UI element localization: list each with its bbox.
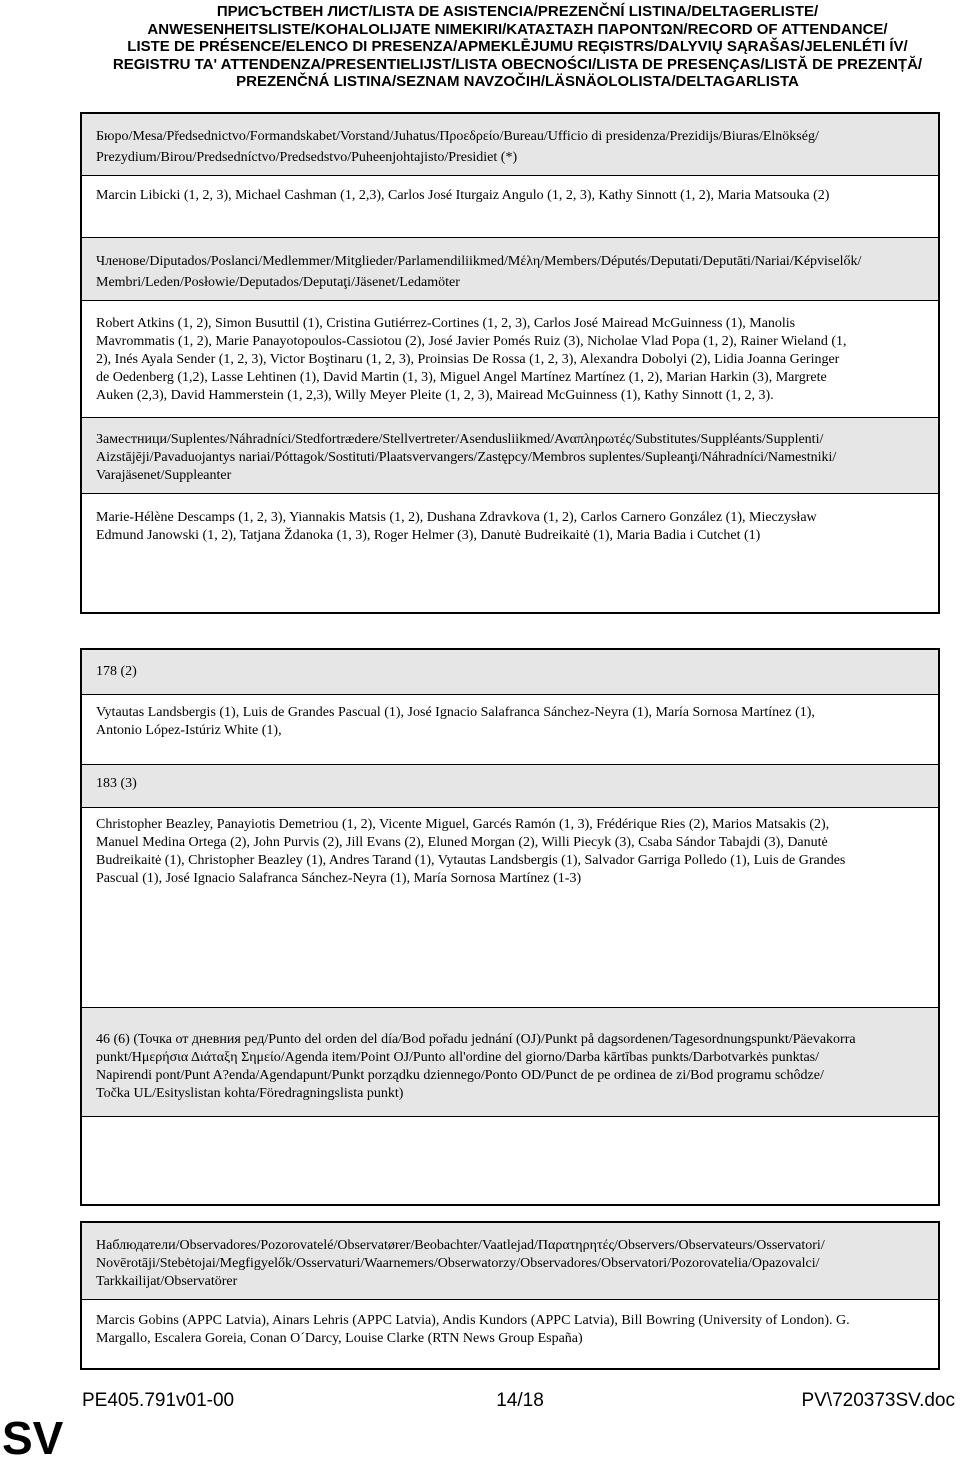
members-names-line: de Oedenberg (1,2), Lasse Lehtinen (1), David Martin (1, 3), Miguel Angel Martínez Martínez (1, 2), Marian Harkin (3), Margrete bbox=[96, 370, 827, 385]
observers-names-line: Marcis Gobins (APPC Latvia), Ainars Lehris (APPC Latvia), Andis Kundors (APPC Latvia), Bill Bowring (University of London). G. bbox=[96, 1313, 850, 1328]
members-names-line: 2), Inés Ayala Sender (1, 2, 3), Victor Boştinaru (1, 2, 3), Proinsias De Rossa (1, 2, 3), Alexandra Dobolyi (2), Lidia Joanna Geringer bbox=[96, 352, 840, 367]
agenda-item-label-line: 46 (6) (Точка от дневния ред/Punto del orden del día/Bod pořadu jednání (OJ)/Punkt på dagsordenen/Tagesordnungspunkt/Päevakorra bbox=[96, 1032, 856, 1047]
observers-heading-line: Наблюдатели/Observadores/Pozorovatelé/Observatører/Beobachter/Vaatlejad/Παρατηρητές/Observers/Observateurs/Osservatori/ bbox=[96, 1238, 825, 1253]
rule-label: 183 (3) bbox=[96, 776, 137, 791]
title-line: ANWESENHEITSLISTE/KOHALOLIJATE NIMEKIRI/ΚΑΤΑΣΤΑΣΗ ΠΑΡΟΝΤΩΝ/RECORD OF ATTENDANCE/ bbox=[147, 20, 888, 38]
rule-names-line: Budreikaitė (1), Christopher Beazley (1), Andres Tarand (1), Vytautas Landsbergis (1), Salvador Garriga Polledo (1), Luis de Grandes bbox=[96, 853, 846, 868]
members-heading-line: Membri/Leden/Posłowie/Deputados/Deputaţi/Jäsenet/Ledamöter bbox=[96, 275, 460, 290]
observers-heading-row bbox=[82, 1223, 938, 1300]
bureau-heading-row bbox=[82, 114, 938, 176]
substitutes-heading-line: Varajäsenet/Suppleanter bbox=[96, 468, 232, 483]
substitutes-heading-line: Aizstājēji/Pavaduojantys nariai/Póttagok/Sostituti/Plaatsvervangers/Zastępcy/Membros suplentes/Supleanţi/Náhradníci/Namestniki/ bbox=[96, 450, 837, 465]
agenda-item-row bbox=[82, 1008, 938, 1117]
attendance-table bbox=[80, 112, 940, 614]
page-number: 14/18 bbox=[496, 1390, 544, 1411]
rule-names-line: Christopher Beazley, Panayiotis Demetriou (1, 2), Vicente Miguel, Garcés Ramón (1, 3), Frédérique Ries (2), Marios Matsakis (2), bbox=[96, 817, 830, 832]
bureau-names-line: Marcin Libicki (1, 2, 3), Michael Cashman (1, 2,3), Carlos José Iturgaiz Angulo (1, 2, 3), Kathy Sinnott (1, 2), Maria Matsouka (2) bbox=[96, 188, 830, 203]
bureau-names-row bbox=[82, 176, 938, 238]
agenda-item-label-line: Napirendi pont/Punt A?enda/Agendapunt/Punkt porządku dziennego/Ponto OD/Punct de pe ordinea de zi/Bod programu schôdze/ bbox=[96, 1068, 824, 1083]
members-names-line: Auken (2,3), David Hammerstein (1, 2,3), Willy Meyer Pleite (1, 2, 3), Mairead McGuinness (1), Kathy Sinnott (1, 2, 3). bbox=[96, 388, 774, 403]
rule-183-names-row bbox=[82, 808, 938, 1008]
rule-label: 178 (2) bbox=[96, 664, 137, 679]
bureau-heading-line: Prezydium/Birou/Predsedníctvo/Predsedstvo/Puheenjohtajisto/Presidiet (*) bbox=[96, 150, 518, 165]
rule-names-line: Manuel Medina Ortega (2), John Purvis (2), Jill Evans (2), Eluned Morgan (2), Willi Piecyk (3), Csaba Sándor Tabajdi (3), Danutė bbox=[96, 835, 828, 850]
rule-names-line: Antonio López-Istúriz White (1), bbox=[96, 723, 282, 738]
observers-table bbox=[80, 1221, 940, 1370]
observers-names-row bbox=[82, 1300, 938, 1368]
rule-items-table bbox=[80, 648, 940, 1206]
members-names-line: Mavrommatis (1, 2), Marie Panayotopoulos-Cassiotou (2), José Javier Pomés Ruiz (3), Nicholae Vlad Popa (1, 2), Rainer Wieland (1, bbox=[96, 334, 847, 349]
document-reference: PE405.791v01-00 bbox=[82, 1390, 235, 1411]
observers-heading-line: Novērotāji/Stebėtojai/Megfigyelők/Osservaturi/Waarnemers/Obserwatorzy/Observadores/Observatori/Pozorovatelia/Opazovalci/ bbox=[96, 1256, 820, 1271]
rule-names-line: Pascual (1), José Ignacio Salafranca Sánchez-Neyra (1), María Sornosa Martínez (1-3) bbox=[96, 871, 582, 886]
substitutes-heading-line: Заместници/Suplentes/Náhradníci/Stedfortrædere/Stellvertreter/Asendusliikmed/Αναπληρωτές/Substitutes/Suppléants/Supplenti/ bbox=[96, 432, 824, 447]
title-line: PREZENČNÁ LISTINA/SEZNAM NAVZOČIH/LÄSNÄOLOLISTA/DELTAGARLISTA bbox=[236, 73, 799, 90]
members-heading-row bbox=[82, 238, 938, 301]
substitutes-names-line: Marie-Hélène Descamps (1, 2, 3), Yiannakis Matsis (1, 2), Dushana Zdravkova (1, 2), Carlos Carnero González (1), Mieczysław bbox=[96, 510, 817, 525]
agenda-item-label-line: Točka UL/Esityslistan kohta/Föredragningslista punkt) bbox=[96, 1086, 404, 1101]
substitutes-names-row bbox=[82, 494, 938, 612]
members-names-row bbox=[82, 301, 938, 418]
bureau-heading-line: Бюро/Mesa/Předsednictvo/Formandskabet/Vorstand/Juhatus/Προεδρείο/Bureau/Ufficio di presidenza/Prezidijs/Biuras/Elnökség/ bbox=[96, 129, 819, 144]
title-line: REGISTRU TA' ATTENDENZA/PRESENTIELIJST/LISTA OBECNOŚCI/LISTA DE PRESENÇAS/LISTĂ DE PREZENȚĂ/ bbox=[112, 55, 923, 73]
agenda-item-label-line: punkt/Ημερήσια Διάταξη Σημείο/Agenda item/Point OJ/Punto all'ordine del giorno/Darba kārtības punkts/Darbotvarkės punktas/ bbox=[96, 1050, 820, 1065]
members-heading-line: Членове/Diputados/Poslanci/Medlemmer/Mitglieder/Parlamendiliikmed/Μέλη/Members/Députés/Deputati/Deputāti/Nariai/Képviselők/ bbox=[96, 254, 862, 269]
rule-178-names-row bbox=[82, 695, 938, 765]
substitutes-names-line: Edmund Janowski (1, 2), Tatjana Ždanoka (1, 3), Roger Helmer (3), Danutė Budreikaitė (1), Maria Badia i Cutchet (1) bbox=[96, 528, 761, 543]
attendance-record-title bbox=[80, 3, 955, 91]
file-name: PV\720373SV.doc bbox=[801, 1390, 955, 1411]
language-code: SV bbox=[2, 1412, 64, 1460]
title-line: ПРИСЪСТВЕН ЛИСТ/LISTA DE ASISTENCIA/PREZENČNÍ LISTINA/DELTAGERLISTE/ bbox=[216, 3, 819, 20]
rule-183-row bbox=[82, 765, 938, 808]
agenda-item-names-row bbox=[82, 1117, 938, 1204]
rule-names-line: Vytautas Landsbergis (1), Luis de Grandes Pascual (1), José Ignacio Salafranca Sánchez-Neyra (1), María Sornosa Martínez (1), bbox=[96, 705, 815, 720]
observers-names-line: Margallo, Escalera Goreia, Conan O´Darcy, Louise Clarke (RTN News Group España) bbox=[96, 1331, 583, 1346]
members-names-line: Robert Atkins (1, 2), Simon Busuttil (1), Cristina Gutiérrez-Cortines (1, 2, 3), Carlos José Mairead McGuinness (1), Manolis bbox=[96, 316, 796, 331]
title-line: LISTE DE PRÉSENCE/ELENCO DI PRESENZA/APMEKLĒJUMU REĢISTRS/DALYVIŲ SĄRAŠAS/JELENLÉTI ÍV/ bbox=[127, 38, 908, 55]
observers-heading-line: Tarkkailijat/Observatörer bbox=[96, 1274, 238, 1289]
substitutes-heading-row bbox=[82, 418, 938, 494]
rule-178-row bbox=[82, 650, 938, 695]
